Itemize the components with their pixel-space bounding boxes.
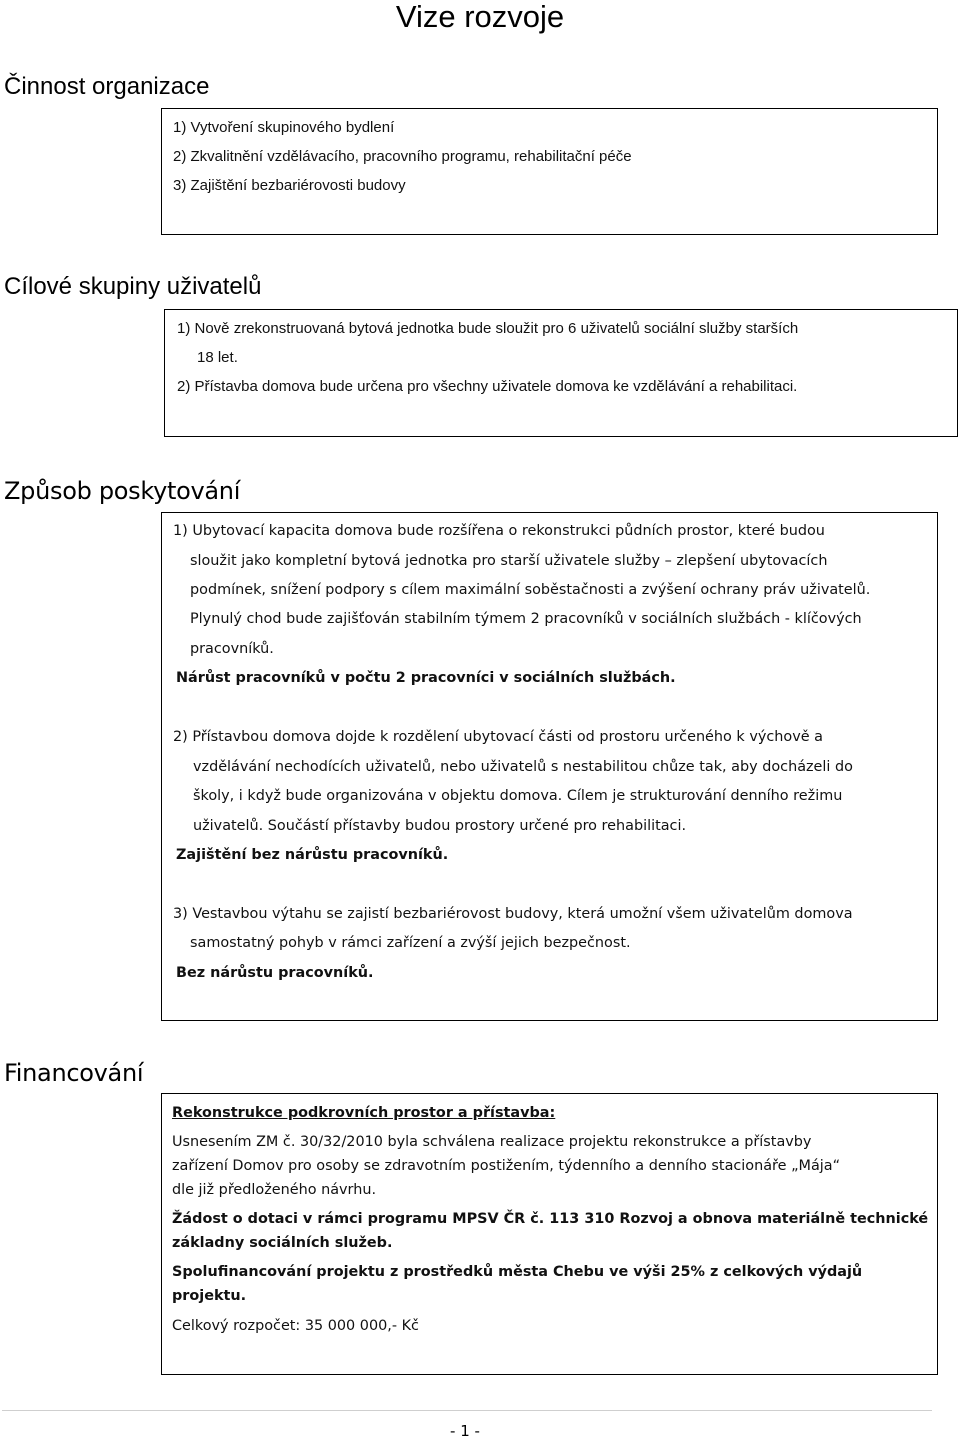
cinnost-line: 3) Zajištění bezbariérovosti budovy (173, 177, 406, 194)
financovani-grant-line: Žádost o dotaci v rámci programu MPSV ČR č. 113 310 Rozvoj a obnova materiálně technické (172, 1211, 929, 1227)
financovani-box (161, 1093, 938, 1375)
zpusob-box (161, 512, 938, 1021)
financovani-resolution-line: dle již předloženého návrhu. (172, 1182, 377, 1198)
zpusob-item2-note: Zajištění bez nárůstu pracovníků. (176, 847, 449, 863)
zpusob-item1-line: podmínek, snížení podpory s cílem maximální soběstačnosti a zvýšení ochrany práv uživatelů. (190, 582, 871, 598)
zpusob-item1-line: pracovníků. (190, 641, 274, 657)
financovani-cofinancing-line: Spolufinancování projektu z prostředků města Chebu ve výši 25% z celkových výdajů (172, 1264, 863, 1280)
section-heading-cinnost: Činnost organizace (4, 73, 210, 100)
zpusob-item3-note: Bez nárůstu pracovníků. (176, 965, 374, 981)
financovani-resolution-line: zařízení Domov pro osoby se zdravotním postižením, týdenního a denního stacionáře „Mája“ (172, 1158, 841, 1174)
zpusob-item2-line: školy, i když bude organizována v objektu domova. Cílem je strukturování denního režimu (193, 788, 843, 804)
cilove-line: 18 let. (197, 349, 238, 366)
zpusob-item2-line: uživatelů. Součástí přístavby budou prostory určené pro rehabilitaci. (193, 818, 687, 834)
cinnost-box (161, 108, 938, 235)
section-heading-zpusob: Způsob poskytování (4, 477, 241, 505)
cinnost-line: 2) Zkvalitnění vzdělávacího, pracovního programu, rehabilitační péče (173, 148, 632, 165)
footer-divider (2, 1410, 932, 1411)
section-heading-cilove: Cílové skupiny uživatelů (4, 273, 262, 300)
cinnost-line: 1) Vytvoření skupinového bydlení (173, 119, 395, 136)
financovani-cofinancing-line: projektu. (172, 1288, 247, 1304)
document-title: Vize rozvoje (395, 0, 565, 34)
cilove-line: 2) Přístavba domova bude určena pro všechny uživatele domova ke vzdělávání a rehabilitaci. (177, 378, 798, 395)
cilove-line: 1) Nově zrekonstruovaná bytová jednotka bude sloužit pro 6 uživatelů sociální služby starších (177, 320, 799, 337)
zpusob-item1-line: Plynulý chod bude zajišťován stabilním týmem 2 pracovníků v sociálních službách - klíčových (190, 611, 862, 627)
zpusob-item1-note: Nárůst pracovníků v počtu 2 pracovníci v sociálních službách. (176, 670, 676, 686)
financovani-grant-line: základny sociálních služeb. (172, 1235, 393, 1251)
financovani-resolution-line: Usnesením ZM č. 30/32/2010 byla schválena realizace projektu rekonstrukce a přístavby (172, 1134, 812, 1150)
zpusob-item2-line: vzdělávání nechodících uživatelů, nebo uživatelů s nestabilitou chůze tak, aby docházeli do (193, 759, 853, 775)
zpusob-item3-line: samostatný pohyb v rámci zařízení a zvýší jejich bezpečnost. (190, 935, 631, 951)
financovani-budget: Celkový rozpočet: 35 000 000,- Kč (172, 1318, 419, 1334)
page-number: - 1 - (450, 1422, 480, 1440)
zpusob-item2-line: 2) Přístavbou domova dojde k rozdělení ubytovací části od prostoru určeného k výchově a (173, 729, 823, 745)
zpusob-item1-line: 1) Ubytovací kapacita domova bude rozšířena o rekonstrukci půdních prostor, které budou (173, 523, 825, 539)
zpusob-item1-line: sloužit jako kompletní bytová jednotka pro starší uživatele služby – zlepšení ubytovacích (190, 553, 828, 569)
cilove-box (164, 309, 958, 437)
zpusob-item3-line: 3) Vestavbou výtahu se zajistí bezbariérovost budovy, která umožní všem uživatelům domova (173, 906, 853, 922)
financovani-subheading: Rekonstrukce podkrovních prostor a přístavba: (172, 1105, 556, 1121)
section-heading-financovani: Financování (4, 1059, 144, 1087)
